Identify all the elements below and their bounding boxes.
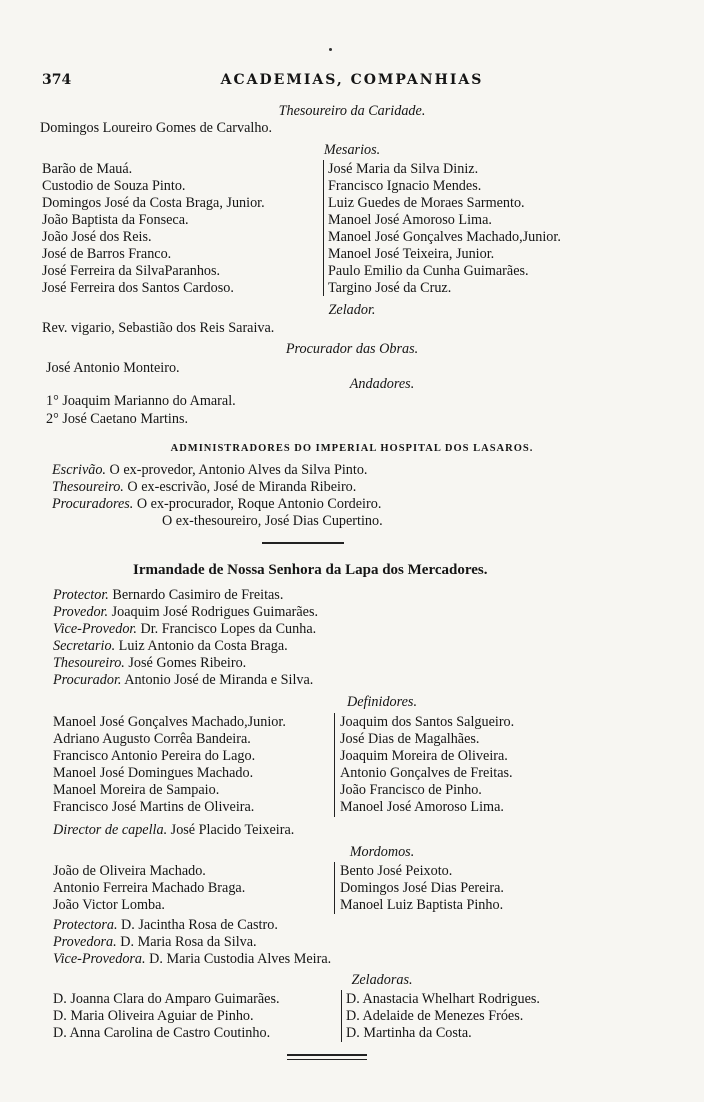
- mordomo-left: João de Oliveira Machado.: [53, 863, 206, 879]
- officer-role: Procurador.: [53, 672, 122, 688]
- mesario-right: Manoel José Amoroso Lima.: [328, 212, 492, 228]
- procurador-heading: Procurador das Obras.: [285, 341, 419, 357]
- definidor-left: Manoel José Domingues Machado.: [53, 765, 254, 781]
- column-divider: [334, 713, 335, 817]
- tesoureiro-heading: Thesoureiro da Caridade.: [278, 103, 426, 119]
- definidor-left: Francisco Antonio Pereira do Lago.: [53, 748, 256, 764]
- officer-role: Provedor.: [53, 604, 109, 620]
- definidor-left: Manoel José Gonçalves Machado,Junior.: [53, 714, 286, 730]
- lapa-officer: [53, 621, 316, 638]
- definidor-right: Joaquim Moreira de Oliveira.: [340, 748, 508, 764]
- zeladora-left: D. Maria Oliveira Aguiar de Pinho.: [53, 1008, 254, 1024]
- lapa-officer: [53, 655, 246, 672]
- officer-name: Antonio José de Miranda e Silva.: [124, 672, 314, 688]
- lazaros-row: [162, 513, 383, 530]
- officer-role: Vice-Provedor.: [53, 621, 137, 637]
- section-rule: [287, 1059, 367, 1060]
- officer-name: D. Maria Rosa da Silva.: [120, 934, 257, 950]
- zeladora-right: D. Martinha da Costa.: [346, 1025, 472, 1041]
- mesario-left: Domingos José da Costa Braga, Junior.: [42, 195, 265, 211]
- column-divider: [334, 862, 335, 914]
- officer-role: Secretario.: [53, 638, 116, 654]
- zeladoras-heading: Zeladoras.: [351, 972, 413, 988]
- mesario-right: Manoel José Gonçalves Machado,Junior.: [328, 229, 561, 245]
- zeladora-left: D. Joanna Clara do Amparo Guimarães.: [53, 991, 280, 1007]
- definidor-right: João Francisco de Pinho.: [340, 782, 482, 798]
- lazaros-row: [52, 496, 381, 513]
- mesario-right: Manoel José Teixeira, Junior.: [328, 246, 495, 262]
- mesario-left: Custodio de Souza Pinto.: [42, 178, 186, 194]
- definidor-right: Antonio Gonçalves de Freitas.: [340, 765, 513, 781]
- lapa-officer: [53, 604, 318, 621]
- andadores-heading: Andadores.: [349, 376, 415, 392]
- lazaros-row: [52, 462, 367, 479]
- officer-name: José Gomes Ribeiro.: [128, 655, 247, 671]
- lazaros-name: O ex-procurador, Roque Antonio Cordeiro.: [136, 496, 382, 512]
- director-row: [53, 822, 294, 839]
- mesario-left: José Ferreira da SilvaParanhos.: [42, 263, 221, 279]
- lazaros-row: [52, 479, 356, 496]
- zelador-heading: Zelador.: [328, 302, 376, 318]
- definidor-right: José Dias de Magalhães.: [340, 731, 480, 747]
- mesario-right: Francisco Ignacio Mendes.: [328, 178, 482, 194]
- mesario-right: Luiz Guedes de Moraes Sarmento.: [328, 195, 525, 211]
- lapa-officer: [53, 672, 313, 689]
- lapa-women-officer: [53, 917, 278, 934]
- definidor-right: Joaquim dos Santos Salgueiro.: [340, 714, 515, 730]
- mesario-left: José Ferreira dos Santos Cardoso.: [42, 280, 234, 296]
- section-rule: [262, 542, 344, 544]
- print-speck: [329, 48, 332, 51]
- officer-role: Thesoureiro.: [53, 655, 125, 671]
- officer-name: Dr. Francisco Lopes da Cunha.: [140, 621, 317, 637]
- lazaros-role: Thesoureiro.: [52, 479, 124, 495]
- lazaros-name: O ex-provedor, Antonio Alves da Silva Pinto.: [109, 462, 368, 478]
- andador: 1° Joaquim Marianno do Amaral.: [46, 393, 236, 409]
- procurador-name: José Antonio Monteiro.: [46, 360, 180, 376]
- mordomos-heading: Mordomos.: [349, 844, 415, 860]
- mesario-right: Paulo Emilio da Cunha Guimarães.: [328, 263, 529, 279]
- zeladora-left: D. Anna Carolina de Castro Coutinho.: [53, 1025, 271, 1041]
- officer-name: D. Maria Custodia Alves Meira.: [149, 951, 332, 967]
- lazaros-role: Escrivão.: [52, 462, 106, 478]
- section-rule: [287, 1054, 367, 1056]
- mesario-left: João Baptista da Fonseca.: [42, 212, 189, 228]
- mesarios-heading: Mesarios.: [323, 142, 381, 158]
- mesario-right: Targino José da Cruz.: [328, 280, 452, 296]
- mesario-left: Barão de Mauá.: [42, 161, 133, 177]
- zeladora-right: D. Anastacia Whelhart Rodrigues.: [346, 991, 540, 1007]
- lazaros-name: O ex-escrivão, José de Miranda Ribeiro.: [127, 479, 357, 495]
- page-number: 374: [42, 72, 72, 88]
- column-divider: [323, 160, 324, 296]
- definidor-left: Adriano Augusto Corrêa Bandeira.: [53, 731, 251, 747]
- officer-name: D. Jacintha Rosa de Castro.: [121, 917, 278, 933]
- tesoureiro-name: Domingos Loureiro Gomes de Carvalho.: [40, 120, 273, 136]
- column-divider: [341, 990, 342, 1042]
- lapa-officer: [53, 638, 288, 655]
- definidor-left: Francisco José Martins de Oliveira.: [53, 799, 255, 815]
- officer-role: Provedora.: [53, 934, 117, 950]
- lapa-officer: [53, 587, 283, 604]
- definidores-heading: Definidores.: [346, 694, 417, 710]
- lazaros-role: Procuradores.: [52, 496, 134, 512]
- andador: 2° José Caetano Martins.: [46, 411, 189, 427]
- mesario-left: João José dos Reis.: [42, 229, 152, 245]
- officer-role: Protectora.: [53, 917, 118, 933]
- director-name: José Placido Teixeira.: [170, 822, 295, 838]
- director-role: Director de capella.: [53, 822, 168, 838]
- mordomo-right: Domingos José Dias Pereira.: [340, 880, 504, 896]
- lapa-title: Irmandade de Nossa Senhora da Lapa dos Mercadores.: [133, 562, 488, 578]
- mordomo-right: Manoel Luiz Baptista Pinho.: [340, 897, 504, 913]
- mordomo-left: Antonio Ferreira Machado Braga.: [53, 880, 246, 896]
- running-title: ACADEMIAS, COMPANHIAS: [220, 72, 484, 88]
- definidor-left: Manoel Moreira de Sampaio.: [53, 782, 220, 798]
- mesario-right: José Maria da Silva Diniz.: [328, 161, 479, 177]
- running-header: [42, 72, 662, 92]
- officer-name: Luiz Antonio da Costa Braga.: [118, 638, 288, 654]
- officer-role: Protector.: [53, 587, 109, 603]
- officer-name: Bernardo Casimiro de Freitas.: [112, 587, 284, 603]
- lazaros-heading: ADMINISTRADORES DO IMPERIAL HOSPITAL DOS LASAROS.: [170, 443, 534, 454]
- mordomo-right: Bento José Peixoto.: [340, 863, 453, 879]
- lapa-women-officer: [53, 934, 257, 951]
- definidor-right: Manoel José Amoroso Lima.: [340, 799, 504, 815]
- officer-role: Vice-Provedora.: [53, 951, 146, 967]
- zeladora-right: D. Adelaide de Menezes Fróes.: [346, 1008, 524, 1024]
- lapa-women-officer: [53, 951, 331, 968]
- mesario-left: José de Barros Franco.: [42, 246, 172, 262]
- mordomo-left: João Victor Lomba.: [53, 897, 165, 913]
- officer-name: Joaquim José Rodrigues Guimarães.: [111, 604, 319, 620]
- zelador-name: Rev. vigario, Sebastião dos Reis Saraiva.: [42, 320, 275, 336]
- lazaros-name: O ex-thesoureiro, José Dias Cupertino.: [162, 513, 383, 529]
